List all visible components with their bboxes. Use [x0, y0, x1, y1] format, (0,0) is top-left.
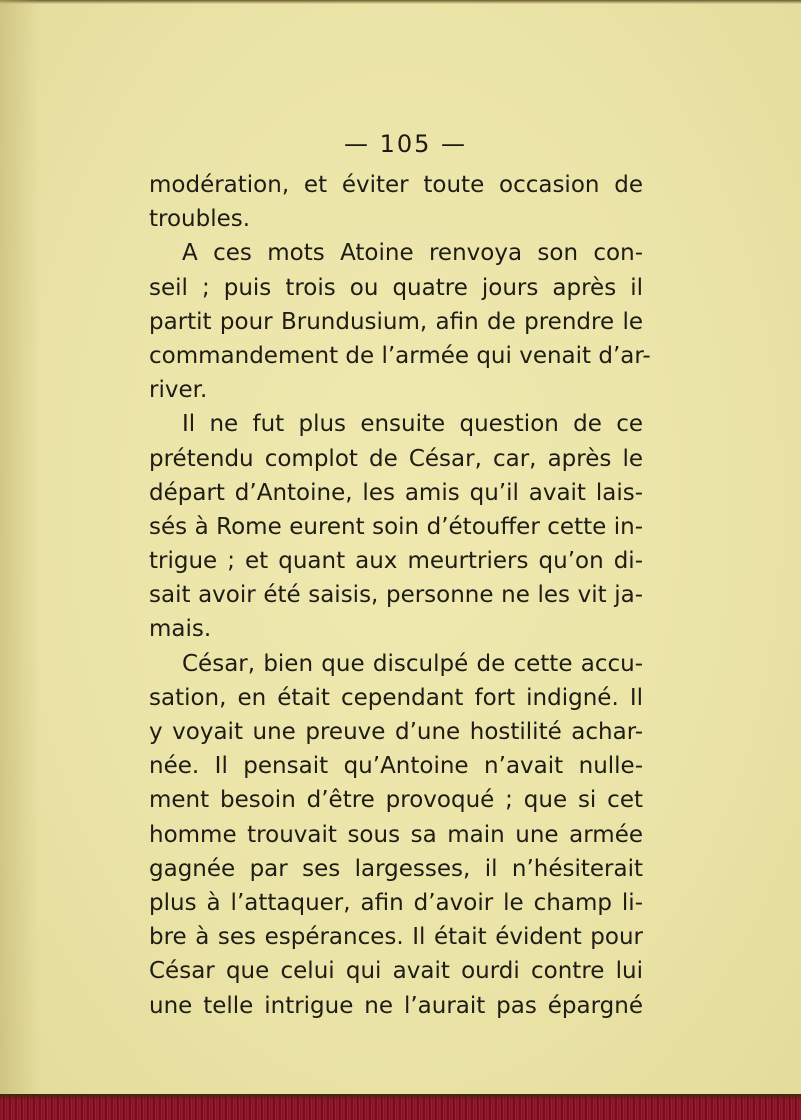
- text-line: troubles.: [149, 206, 251, 233]
- text-line: sation, en était cependant fort indigné. Il: [149, 684, 643, 711]
- text-line: river.: [149, 377, 208, 404]
- page-gutter-shadow: [0, 0, 40, 1095]
- text-line: A ces mots Atoine renvoya son con-: [182, 240, 643, 267]
- text-line: y voyait une preuve d’une hostilité achar-: [149, 719, 643, 745]
- text-line: sait avoir été saisis, personne ne les vit ja-: [149, 582, 643, 609]
- text-line: mais.: [149, 616, 212, 643]
- text-line: commandement de l’armée qui venait d’ar-: [149, 342, 651, 369]
- text-line: née. Il pensait qu’Antoine n’avait nulle-: [149, 753, 643, 780]
- text-line: homme trouvait sous sa main une armée: [149, 821, 643, 848]
- text-line: César que celui qui avait ourdi contre lui: [149, 958, 643, 985]
- text-line: modération, et éviter toute occasion de: [149, 172, 643, 198]
- text-line: seil ; puis trois ou quatre jours après il: [149, 274, 643, 301]
- text-line: trigue ; et quant aux meurtriers qu’on di-: [149, 548, 643, 575]
- text-line: César, bien que disculpé de cette accu-: [182, 650, 643, 677]
- text-line: gagnée par ses largesses, il n’hésiterait: [149, 855, 643, 882]
- page-top-edge: [0, 0, 801, 4]
- text-line: partit pour Brundusium, afin de prendre le: [149, 308, 643, 335]
- text-line: une telle intrigue ne l’aurait pas épargné: [149, 992, 643, 1019]
- body-text: [149, 168, 651, 1023]
- page-number: — 105 —: [343, 130, 468, 158]
- text-line: Il ne fut plus ensuite question de ce: [182, 411, 643, 438]
- text-line: bre à ses espérances. Il était évident pour: [149, 924, 643, 951]
- text-line: sés à Rome eurent soin d’étouffer cette in-: [149, 513, 643, 540]
- text-line: ment besoin d’être provoqué ; que si cet: [149, 787, 643, 814]
- binding-edge: [0, 1094, 801, 1120]
- text-line: prétendu complot de César, car, après le: [149, 445, 643, 472]
- text-line: plus à l’attaquer, afin d’avoir le champ li-: [149, 889, 643, 916]
- text-line: départ d’Antoine, les amis qu’il avait lais-: [149, 479, 643, 506]
